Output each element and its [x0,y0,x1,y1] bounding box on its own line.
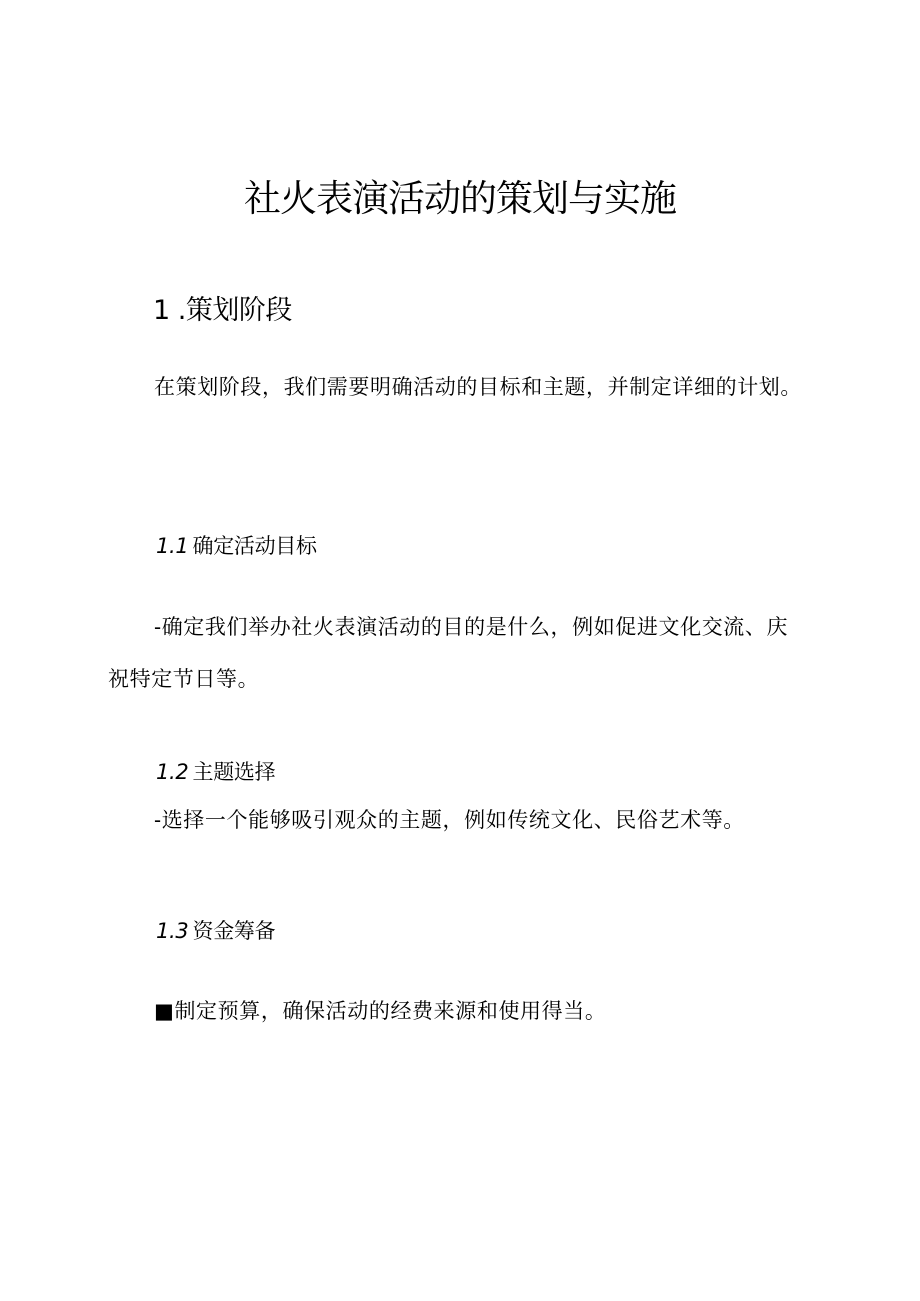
subsection-paragraph-funding: ■制定预算，确保活动的经费来源和使用得当。 [154,999,607,1023]
section-intro-paragraph: 在策划阶段，我们需要明确活动的目标和主题，并制定详细的计划。 [154,375,802,399]
subsection-number: 1.2 [156,760,189,784]
subsection-paragraph-theme: -选择一个能够吸引观众的主题，例如传统文化、民俗艺术等。 [154,808,745,832]
subsection-title: 资金筹备 [192,919,276,943]
subsection-title: 主题选择 [192,760,276,784]
subsection-paragraph-goals: -确定我们举办社火表演活动的目的是什么，例如促进文化交流、庆祝特定节日等。 [108,615,789,691]
subsection-heading-funding [156,916,275,946]
section-heading-planning: 1 .策划阶段 [153,295,292,326]
subsection-title: 确定活动目标 [192,534,317,558]
document-title: 社火表演活动的策划与实施 [244,177,676,220]
subsection-heading-goals [156,531,317,561]
subsection-number: 1.3 [156,919,189,943]
subsection-heading-theme [156,757,275,787]
subsection-number: 1.1 [156,534,189,558]
